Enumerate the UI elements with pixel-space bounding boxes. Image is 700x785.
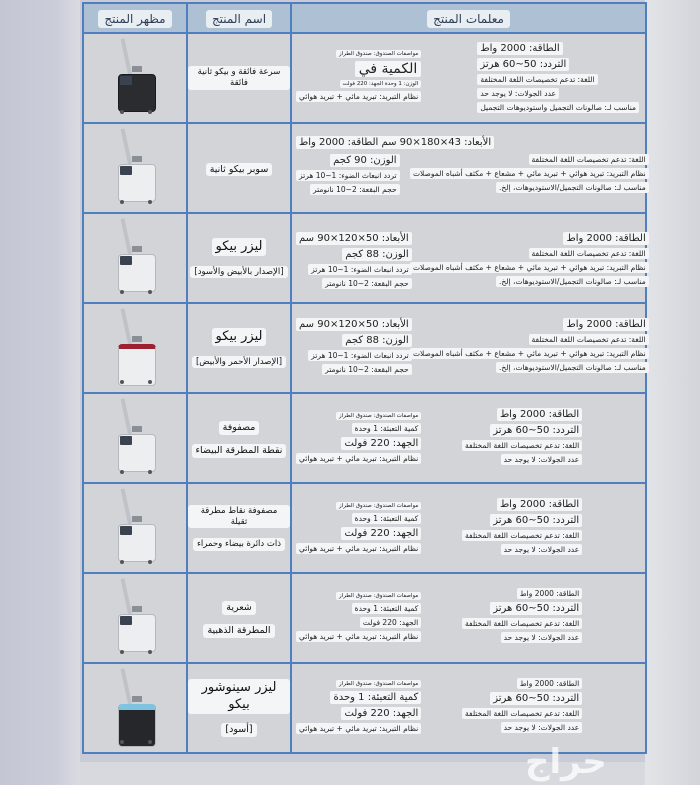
- param-box: مواصفات الصندوق: صندوق الطراز: [336, 50, 421, 58]
- param-weight: الوزن: 88 كجم: [342, 248, 412, 261]
- param-cooling: نظام التبريد: تبريد هوائي + تبريد مائي + مشعاع + مكثف أشباه الموصلات: [410, 262, 649, 273]
- param-voltage: الجهد: 220 فولت: [341, 437, 421, 450]
- table-row: [83, 663, 646, 753]
- header-params: معلمات المنتج: [291, 3, 646, 33]
- params-cell: [291, 123, 646, 213]
- param-rounds: عدد الجولات: لا يوجد حد: [501, 544, 583, 555]
- param-packing-qty: كمية التعبئة: 1 وحدة: [352, 423, 422, 434]
- param-language: اللغة: تدعم تخصيصات اللغة المختلفة: [462, 440, 582, 451]
- params-cell: [291, 213, 646, 303]
- laser-machine-white-icon: [100, 396, 170, 476]
- param-suitable: مناسب لـ: صالونات التجميل واستوديوهات التجميل: [477, 102, 639, 113]
- product-name-cell: [187, 483, 291, 573]
- param-suitable: مناسب لـ: صالونات التجميل/الاستوديوهات، إلخ.: [496, 182, 649, 193]
- param-dimensions: الأبعاد: 50×120×90 سم: [296, 232, 412, 245]
- table-row: [83, 393, 646, 483]
- param-rounds: عدد الجولات: لا يوجد حد: [501, 632, 583, 643]
- product-name: ليزر بيكو: [212, 238, 267, 256]
- product-name: شعرية: [222, 601, 256, 615]
- param-cooling: نظام التبريد: تبريد مائي + تبريد هوائي: [296, 453, 421, 464]
- product-image-cell: [83, 303, 187, 393]
- param-power: الطاقة: 2000 واط: [497, 408, 582, 421]
- param-light-frequency: تردد انبعاث الضوء: 1~10 هرتز: [308, 264, 412, 275]
- laser-machine-white-icon: [100, 216, 170, 296]
- param-dimensions-power: الأبعاد: 43×180×90 سم الطاقة: 2000 واط: [296, 136, 494, 149]
- param-weight-voltage: الوزن: 1 وحدة الجهد: 220 فولت: [340, 80, 422, 88]
- param-rounds: عدد الجولات: لا يوجد حد: [477, 88, 559, 99]
- param-power: الطاقة: 2000 واط: [563, 318, 648, 331]
- table-header-row: [83, 3, 646, 33]
- table-row: [83, 303, 646, 393]
- param-dimensions: الأبعاد: 50×120×90 سم: [296, 318, 412, 331]
- param-voltage: الجهد: 220 فولت: [341, 527, 421, 540]
- product-variant: [الإصدار الأحمر والأبيض]: [192, 356, 286, 369]
- param-box: مواصفات الصندوق: صندوق الطراز: [336, 592, 421, 600]
- product-image-cell: [83, 663, 187, 753]
- param-frequency: التردد: 50~60 هرتز: [490, 514, 582, 527]
- param-language: اللغة: تدعم تخصيصات اللغة المختلفة: [529, 248, 649, 259]
- param-frequency: التردد: 50~60 هرتز: [477, 58, 569, 71]
- product-name: ليزر سينوشور بيكو: [188, 679, 290, 714]
- product-name: ليزر بيكو: [212, 328, 267, 346]
- product-name: مصفوفة: [219, 421, 260, 435]
- product-name-cell: [187, 123, 291, 213]
- param-frequency: التردد: 50~60 هرتز: [490, 424, 582, 437]
- table-row: [83, 213, 646, 303]
- param-frequency: التردد: 50~60 هرتز: [490, 602, 582, 615]
- product-name-cell: [187, 393, 291, 483]
- product-name: سوبر بيكو ثانية: [206, 163, 273, 177]
- param-rounds: عدد الجولات: لا يوجد حد: [501, 454, 583, 465]
- param-cooling: نظام التبريد: تبريد هوائي + تبريد مائي + مشعاع + مكثف أشباه الموصلات: [410, 168, 649, 179]
- header-name: اسم المنتج: [187, 3, 291, 33]
- param-packing-qty: كمية التعبئة: 1 وحدة: [352, 513, 422, 524]
- param-power: الطاقة: 2000 واط: [563, 232, 648, 245]
- product-image-cell: [83, 213, 187, 303]
- laser-machine-white-icon: [100, 576, 170, 656]
- param-cooling: نظام التبريد: تبريد هوائي + تبريد مائي + مشعاع + مكثف أشباه الموصلات: [410, 348, 649, 359]
- product-name-cell: [187, 33, 291, 123]
- laser-machine-white-icon: [100, 126, 170, 206]
- product-name-cell: [187, 303, 291, 393]
- param-cooling: نظام التبريد: تبريد مائي + تبريد هوائي: [296, 631, 421, 642]
- param-suitable: مناسب لـ: صالونات التجميل/الاستوديوهات، إلخ.: [496, 276, 649, 287]
- product-image-cell: [83, 33, 187, 123]
- param-suitable: مناسب لـ: صالونات التجميل/الاستوديوهات، إلخ.: [496, 362, 649, 373]
- param-voltage: الجهد: 220 فولت: [360, 617, 421, 628]
- param-light-frequency: تردد انبعاث الضوء: 1~10 هرتز: [308, 350, 412, 361]
- param-rounds: عدد الجولات: لا يوجد حد: [501, 722, 583, 733]
- product-image-cell: [83, 483, 187, 573]
- laser-machine-white-icon: [100, 486, 170, 566]
- product-name-cell: [187, 213, 291, 303]
- product-name-cell: [187, 573, 291, 663]
- params-cell: [291, 483, 646, 573]
- param-light-frequency: تردد انبعاث الضوء: 1~10 هرتز: [296, 170, 400, 181]
- product-variant: [الإصدار بالأبيض والأسود]: [190, 266, 287, 279]
- param-quantity: الكمية في: [355, 61, 422, 77]
- product-name: سرعة فائقة و بيكو ثانية فائقة: [188, 66, 290, 89]
- table-row: [83, 483, 646, 573]
- param-cooling: نظام التبريد: تبريد مائي + تبريد هوائي: [296, 543, 421, 554]
- background-left: [0, 0, 80, 785]
- param-spot-size: حجم البقعة: 2~10 نانومتر: [322, 364, 412, 375]
- params-cell: [291, 33, 646, 123]
- param-box: مواصفات الصندوق: صندوق الطراز: [336, 502, 421, 510]
- param-language: اللغة: تدعم تخصيصات اللغة المختلفة: [529, 334, 649, 345]
- param-box: مواصفات الصندوق: صندوق الطراز: [336, 680, 421, 688]
- product-spec-table: [82, 2, 647, 754]
- param-frequency: التردد: 50~60 هرتز: [490, 692, 582, 705]
- param-language: اللغة: تدعم تخصيصات اللغة المختلفة: [462, 708, 582, 719]
- param-power: الطاقة: 2000 واط: [477, 42, 562, 55]
- haraj-watermark-logo: حراج: [525, 742, 607, 782]
- product-image-cell: [83, 573, 187, 663]
- table-row: [83, 33, 646, 123]
- product-variant: ذات دائرة بيضاء وحمراء: [193, 538, 285, 551]
- product-variant: [أسود]: [221, 723, 256, 737]
- param-packing-qty: كمية التعبئة: 1 وحدة: [352, 603, 422, 614]
- table-row: [83, 573, 646, 663]
- param-language: اللغة: تدعم تخصيصات اللغة المختلفة: [462, 618, 582, 629]
- laser-machine-blue-black-icon: [100, 666, 170, 746]
- param-box: مواصفات الصندوق: صندوق الطراز: [336, 412, 421, 420]
- laser-machine-black-icon: [100, 36, 170, 116]
- product-variant: نقطة المطرقة البيضاء: [192, 444, 287, 458]
- product-image-cell: [83, 393, 187, 483]
- param-language: اللغة: تدعم تخصيصات اللغة المختلفة: [529, 154, 649, 165]
- param-spot-size: حجم البقعة: 2~10 نانومتر: [322, 278, 412, 289]
- param-voltage: الجهد: 220 فولت: [341, 707, 421, 720]
- param-packing-qty: كمية التعبئة: 1 وحدة: [330, 691, 421, 704]
- params-cell: [291, 303, 646, 393]
- laser-machine-red-icon: [100, 306, 170, 386]
- param-spot-size: حجم البقعة: 2~10 نانومتر: [310, 184, 400, 195]
- param-language: اللغة: تدعم تخصيصات اللغة المختلفة: [462, 530, 582, 541]
- product-name-cell: [187, 663, 291, 753]
- param-power: الطاقة: 2000 واط: [497, 498, 582, 511]
- param-weight: الوزن: 90 كجم: [330, 154, 400, 167]
- param-weight: الوزن: 88 كجم: [342, 334, 412, 347]
- product-variant: المطرقة الذهبية: [203, 624, 274, 638]
- table-row: [83, 123, 646, 213]
- param-language: اللغة: تدعم تخصيصات اللغة المختلفة: [477, 74, 597, 85]
- params-cell: [291, 393, 646, 483]
- param-power: الطاقة: 2000 واط: [517, 588, 582, 599]
- param-cooling: نظام التبريد: تبريد مائي + تبريد هوائي: [296, 723, 421, 734]
- params-cell: [291, 573, 646, 663]
- product-name: مصفوفة نقاط مطرقة ثقيلة: [188, 505, 290, 528]
- params-cell: [291, 663, 646, 753]
- product-image-cell: [83, 123, 187, 213]
- param-power: الطاقة: 2000 واط: [517, 678, 582, 689]
- background-right: [645, 0, 700, 785]
- header-image: مظهر المنتج: [83, 3, 187, 33]
- param-cooling: نظام التبريد: تبريد مائي + تبريد هوائي: [296, 91, 421, 102]
